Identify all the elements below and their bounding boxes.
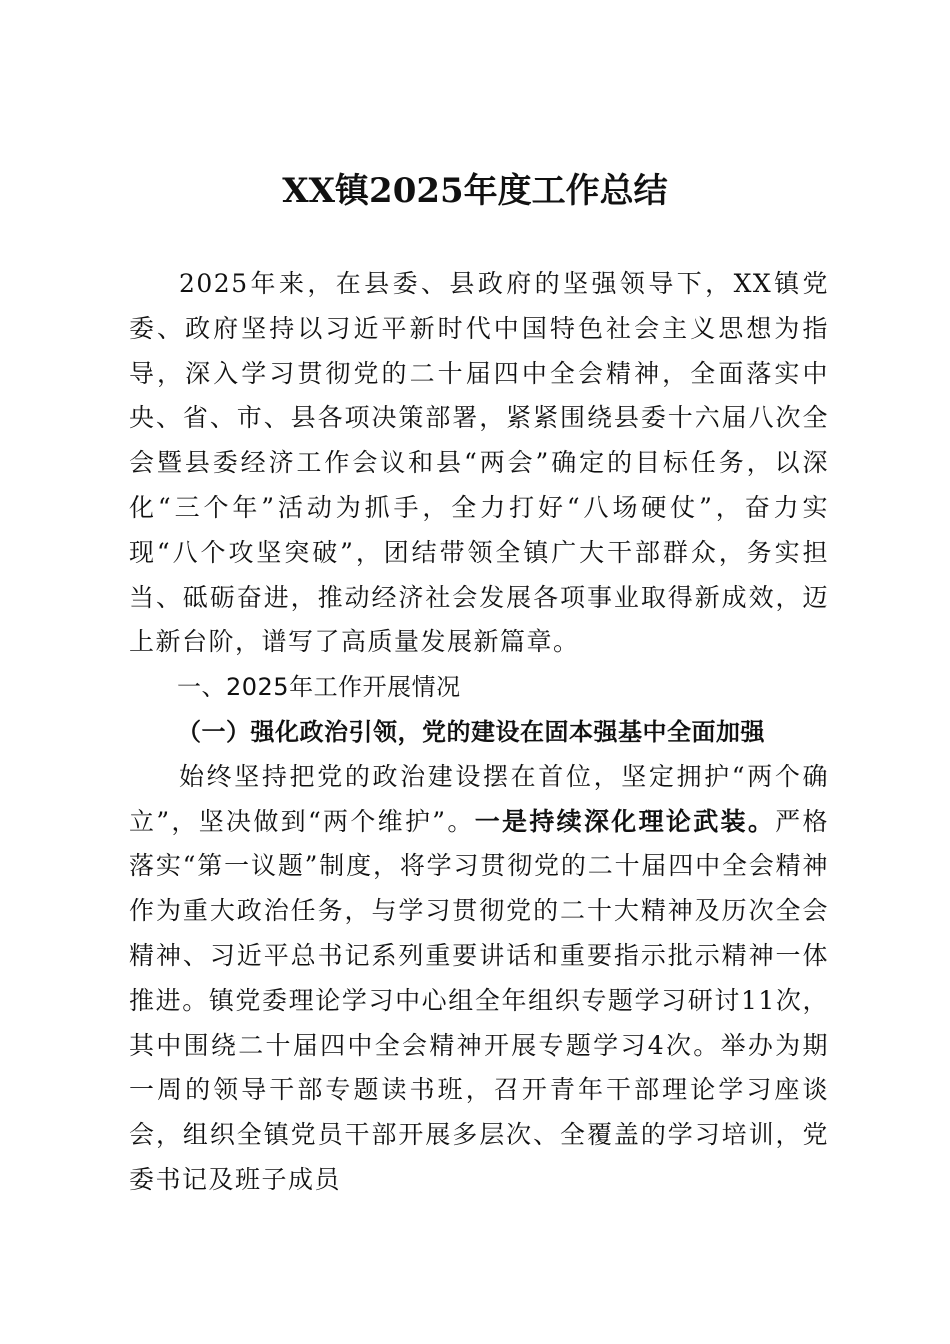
intro-paragraph: 2025年来，在县委、县政府的坚强领导下，XX镇党委、政府坚持以习近平新时代中国特色社会主义思想为指导，深入学习贯彻党的二十届四中全会精神，全面落实中央、省、市、县各项决策部署，紧紧围绕县委十六届八次全会暨县委经济工作会议和县“两会”确定的目标任务，以深化“三个年”活动为抓手，全力打好“八场硬仗”，奋力实现“八个攻坚突破”，团结带领全镇广大干部群众，务实担当、砥砺奋进，推动经济社会发展各项事业取得新成效，迈上新台阶，谱写了高质量发展新篇章。 [129, 269, 829, 657]
subsection-1-bold-lead: 一是持续深化理论武装。 [474, 806, 776, 836]
subsection-heading-1: （一）强化政治引领，党的建设在固本强基中全面加强 [177, 716, 765, 746]
document-body [129, 262, 829, 1203]
subsection-1-text-part2: 严格落实“第一议题”制度，将学习贯彻党的二十届四中全会精神作为重大政治任务，与学习贯彻党的二十大精神及历次全会精神、习近平总书记系列重要讲话和重要指示批示精神一体推进。镇党委理论学习中心组全年组织专题学习研讨11次，其中围绕二十届四中全会精神开展专题学习4次。举办为期一周的领导干部专题读书班，召开青年干部理论学习座谈会，组织全镇党员干部开展多层次、全覆盖的学习培训，党委书记及班子成员 [129, 806, 829, 1194]
document-title: XX镇2025年度工作总结 [282, 171, 668, 211]
subsection-1-paragraph [129, 755, 829, 1203]
section-heading-1: 一、2025年工作开展情况 [177, 673, 461, 702]
subsection-1-text-part1: 始终坚持把党的政治建设摆在首位，坚定拥护“两个确立”，坚决做到“两个维护”。 [129, 761, 829, 836]
